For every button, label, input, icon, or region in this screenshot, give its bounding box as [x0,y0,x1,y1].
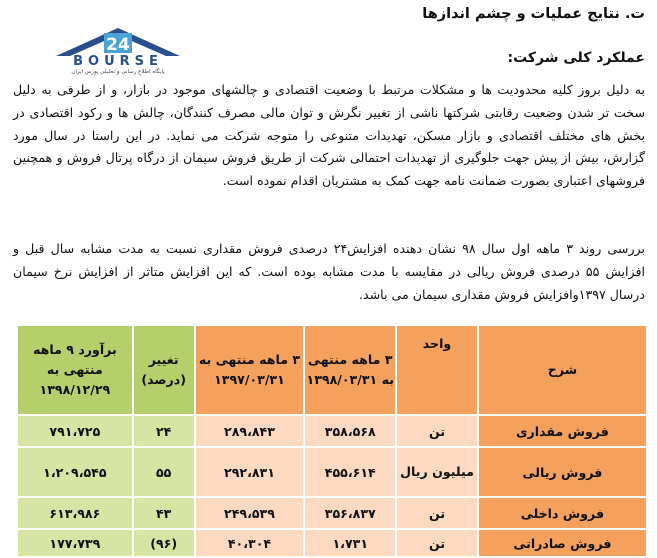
row-change: ۴۳ [133,497,195,529]
row-estimate: ۶۱۳،۹۸۶ [17,497,133,529]
row-estimate: ۱۷۷،۷۳۹ [17,529,133,557]
svg-text:24: 24 [106,35,130,55]
table-row [17,447,647,497]
row-q1-1397: ۴۰،۳۰۴ [195,529,305,557]
header-change: تغییر (درصد) [133,325,195,415]
header-q1-1398: ۳ ماهه منتهی به ۱۳۹۸/۰۳/۳۱ [304,325,396,415]
header-estimate: برآورد ۹ ماهه منتهی به ۱۳۹۸/۱۲/۲۹ [17,325,133,415]
row-unit: تن [396,529,478,557]
row-unit: تن [396,415,478,447]
row-q1-1397: ۲۹۲،۸۳۱ [195,447,305,497]
logo-wordmark: BOURSE [73,54,163,69]
row-q1-1398: ۴۵۵،۶۱۴ [304,447,396,497]
row-change: ۵۵ [133,447,195,497]
table-row [17,497,647,529]
row-description: فروش صادراتی [478,529,647,557]
row-change: ۲۴ [133,415,195,447]
row-unit: میلیون ریال [396,447,478,497]
table-row [17,529,647,557]
table-row [17,415,647,447]
row-estimate: ۷۹۱،۷۲۵ [17,415,133,447]
logo-tagline: پایگاه اطلاع رسانی و تحلیلی بورس ایران [71,69,165,75]
row-description: فروش مقداری [478,415,647,447]
row-q1-1397: ۲۸۹،۸۴۳ [195,415,305,447]
table-header-row [17,325,647,415]
row-description: فروش ریالی [478,447,647,497]
header-description: شرح [478,325,647,415]
section-title: ت. نتایج عملیات و چشم اندازها [422,6,645,22]
header-unit: واحد [396,325,478,415]
row-q1-1398: ۱،۷۳۱ [304,529,396,557]
paragraph-performance: به دلیل بروز کلیه محدودیت ها و مشکلات مرتبط با وضعیت اقتصادی و چالشهای موجود در بازار، و از طرفی به دلیل سخت تر شدن وضعیت رقابتی شرکتها ناشی از تغییر نگرش و توان مالی مصرف کنندگان، چالش ها و رکود اقتصادی در بخش های مختلف اقتصادی و بازار مسکن، تهدیدات متنوعی را متوجه شرکت می نماید. در این راستا در سال مورد گزارش، بیش از پیش جهت جلوگیری از تهدیدات احتمالی شرکت از طریق فروش سیمان از درگاه پرتال فروش و همچنین فروشهای اعتباری بصورت ضمانت نامه جهت کمک به مشتریان اقدام نموده است. [13,82,645,189]
logo-mark-icon [38,24,198,58]
header-q1-1397: ۳ ماهه منتهی به ۱۳۹۷/۰۳/۳۱ [195,325,305,415]
row-change: (۹۶) [133,529,195,557]
sales-table [16,324,648,558]
row-q1-1398: ۳۵۸،۵۶۸ [304,415,396,447]
bourse-logo [38,24,198,76]
row-q1-1397: ۲۴۹،۵۳۹ [195,497,305,529]
row-description: فروش داخلی [478,497,647,529]
paragraph-sales-trend: بررسی روند ۳ ماهه اول سال ۹۸ نشان دهنده افزایش۲۴ درصدی فروش مقداری نسبت به مدت مشابه سال قبل و افزایش ۵۵ درصدی فروش ریالی در مقایسه با مدت مشابه بوده است. که این افزایش متاثر از افزایش نرخ سیمان درسال ۱۳۹۷وافزایش فروش مقداری سیمان می باشد. [13,241,646,302]
row-unit: تن [396,497,478,529]
row-estimate: ۱،۲۰۹،۵۴۵ [17,447,133,497]
row-q1-1398: ۳۵۶،۸۳۷ [304,497,396,529]
subsection-title: عملکرد کلی شرکت: [507,50,645,66]
